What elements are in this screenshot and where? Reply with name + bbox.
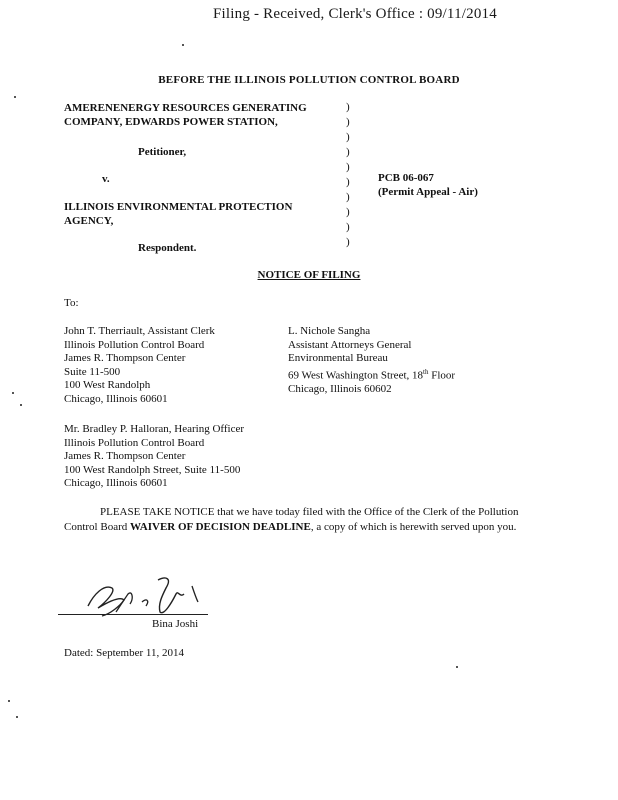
- notice-paragraph: [64, 505, 534, 535]
- address-line: Illinois Pollution Control Board: [64, 338, 205, 351]
- recipient-clerk: [64, 325, 215, 406]
- respondent-line-1: ILLINOIS ENVIRONMENTAL PROTECTION: [64, 201, 293, 213]
- caption-paren: ): [346, 101, 350, 113]
- dated-line: Dated: September 11, 2014: [64, 647, 184, 659]
- respondent-line-2: AGENCY,: [64, 215, 114, 227]
- notice-title: NOTICE OF FILING: [257, 269, 361, 281]
- street-floor: Floor: [428, 369, 456, 382]
- caption-paren: ): [346, 191, 350, 203]
- address-line: Suite 11-500: [64, 365, 121, 378]
- street-suffix-sup: th: [423, 367, 429, 376]
- petitioner-line-1: AMERENENERGY RESOURCES GENERATING: [64, 102, 307, 114]
- caption-paren: ): [346, 206, 350, 218]
- address-line: [288, 366, 455, 383]
- address-line: Illinois Pollution Control Board: [64, 436, 205, 449]
- case-info: [378, 171, 478, 199]
- address-line: James R. Thompson Center: [64, 450, 186, 462]
- caption-paren: ): [346, 176, 350, 188]
- scan-speck: [182, 44, 184, 46]
- caption-paren: ): [346, 146, 350, 158]
- address-line: Chicago, Illinois 60601: [64, 477, 168, 489]
- address-line: 100 West Randolph: [64, 379, 151, 391]
- caption-paren: ): [346, 236, 350, 248]
- paragraph-document-title: WAIVER OF DECISION DEADLINE: [130, 521, 311, 533]
- petitioner-name: [64, 101, 307, 129]
- address-line: Mr. Bradley P. Halloran, Hearing Officer: [64, 423, 245, 435]
- case-type: (Permit Appeal - Air): [378, 186, 478, 198]
- signer-name: Bina Joshi: [152, 618, 199, 630]
- scan-speck: [16, 716, 18, 718]
- recipient-hearing-officer: [64, 423, 244, 491]
- caption-paren: ): [346, 131, 350, 143]
- versus: v.: [102, 173, 110, 185]
- address-line: 100 West Randolph Street, Suite 11-500: [64, 463, 241, 476]
- address-line: Environmental Bureau: [288, 352, 388, 364]
- scan-speck: [12, 392, 14, 394]
- filing-stamp: Filing - Received, Clerk's Office : 09/11/2014: [213, 6, 497, 22]
- paragraph-text-end: , a copy of which is herewith served upon you.: [310, 521, 517, 533]
- address-line: Chicago, Illinois 60602: [288, 382, 392, 395]
- case-number: PCB 06-067: [378, 172, 434, 184]
- paragraph-text: PLEASE TAKE NOTICE that we have today filed with the Office of the Clerk of the Pollution Control Board: [64, 506, 519, 533]
- address-line: Chicago, Illinois 60601: [64, 392, 168, 405]
- scan-speck: [14, 96, 16, 98]
- petitioner-role: Petitioner,: [138, 146, 187, 158]
- respondent-role: Respondent.: [138, 242, 197, 254]
- address-line: James R. Thompson Center: [64, 352, 186, 364]
- signature-line: [58, 614, 208, 615]
- recipient-attorney: [288, 325, 455, 396]
- scan-speck: [20, 404, 22, 406]
- scan-speck: [8, 700, 10, 702]
- address-line: L. Nichole Sangha: [288, 325, 371, 337]
- address-line: Assistant Attorneys General: [288, 338, 412, 351]
- caption-paren: ): [346, 161, 350, 173]
- petitioner-line-2: COMPANY, EDWARDS POWER STATION,: [64, 116, 278, 128]
- respondent-name: [64, 200, 292, 228]
- street-text: 69 West Washington Street, 18: [288, 369, 424, 382]
- to-label: To:: [64, 297, 79, 309]
- caption-paren: ): [346, 116, 350, 128]
- address-line: John T. Therriault, Assistant Clerk: [64, 325, 215, 337]
- caption-paren: ): [346, 221, 350, 233]
- scan-speck: [456, 666, 458, 668]
- board-title: BEFORE THE ILLINOIS POLLUTION CONTROL BOARD: [158, 74, 460, 86]
